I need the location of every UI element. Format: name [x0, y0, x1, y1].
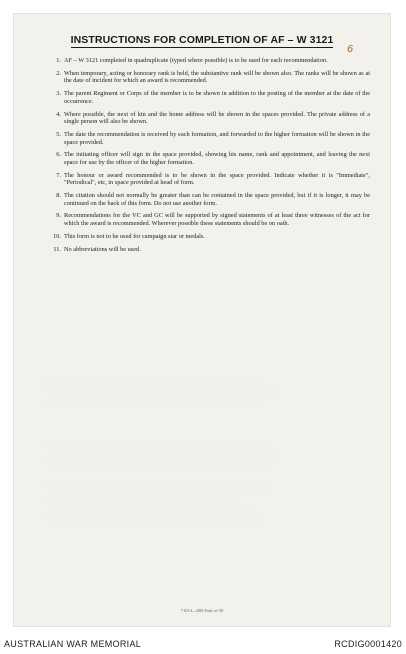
- page-title: INSTRUCTIONS FOR COMPLETION OF AF – W 3121: [70, 34, 334, 46]
- item-number: 8.: [56, 192, 61, 200]
- show-through-text: ......... .......... ....... ........ ......... .......... ....... ........ ......... ........ ....... ........ ......... ............ ........ ........ ....... ........ .......... ....... ........ ......... ....... ......... .... ........ ......... ........ ..... ......... ........ ......... ........... ...... ......... ........ .......... ....... ........ ........ ........... ......... ......... ........ ...... ........ ......... ........ .......... ........ .......... ........ .......... ....... ......... ....... ......... ........ ........ ......... ............ ........ ......... ....... .......... ....... ........ .......... ........ .......... ...... ........ ......... ...... ........ ........ ............ ........ ......: [44, 444, 276, 527]
- item-number: 7.: [56, 171, 61, 179]
- instruction-item: [50, 57, 370, 65]
- instruction-item: [50, 131, 370, 146]
- instruction-list: [50, 57, 370, 258]
- item-text: AF – W 3121 completed in quadruplicate (typed where possible) is to be used for each recommendation.: [64, 57, 328, 64]
- item-number: 3.: [56, 90, 61, 98]
- archive-id: RCDIG0001420: [334, 639, 402, 649]
- item-number: 10.: [53, 232, 61, 240]
- document-page: [14, 14, 390, 626]
- item-text: The honour or award recommended is to be shown in the space provided. Indicate whether it is "Immediate", "Periodical", etc, in space provided at head of form.: [64, 171, 370, 187]
- show-through-text: ......... ....... .......... ......... ............ .......... ........ ....... ........ ...... ......... ............ ...... ......... ........ .. ........ ........ .......... ..... ......... ....... ........... ....... ..... ....... ......... ........ ......... ........ ............. ........ ....... ....... ......... ...... .......... ........ ....... ......... .........: [44, 374, 279, 408]
- item-number: 9.: [56, 212, 61, 220]
- item-text: When temporary, acting or honorary rank is held, the substantive rank will be shown also. The ranks will be shown as at the date of incident for which an award is recommended.: [64, 69, 370, 85]
- print-code: 71014—800 Pads of 50: [180, 608, 224, 613]
- item-text: No abbreviations will be used.: [64, 245, 141, 253]
- instruction-item: [50, 151, 370, 166]
- item-text: Where possible, the next of kin and the home address will be shown in the spaces provided. The private address of a single person will also be shown.: [64, 110, 370, 126]
- item-number: 2.: [56, 69, 61, 77]
- item-number: 1.: [56, 57, 61, 64]
- instruction-item: [50, 212, 370, 227]
- instruction-item: [50, 246, 370, 254]
- instruction-item: [50, 172, 370, 187]
- instruction-item: [50, 192, 370, 207]
- instruction-item: [50, 111, 370, 126]
- item-text: Recommendations for the VC and GC will be supported by signed statements of at least three witnesses of the act for which the award is recommended. Wherever possible these statements should be on oath.: [64, 212, 370, 227]
- item-text: This form is not to be used for campaign star or medals.: [64, 232, 205, 240]
- item-text: The date the recommendation is received by each formation, and forwarded to the higher formation will be shown in the space provided.: [64, 130, 370, 146]
- item-text: The citation should not normally be greater than can be contained in the space provided, but if it is longer, it may be continued on the back of this form. Do not use another form.: [64, 192, 370, 207]
- instruction-item: [50, 233, 370, 241]
- archive-credit: AUSTRALIAN WAR MEMORIAL: [4, 639, 142, 649]
- instruction-item: [50, 70, 370, 85]
- item-number: 6.: [56, 151, 61, 159]
- instruction-item: [50, 90, 370, 105]
- item-number: 11.: [53, 245, 61, 253]
- item-number: 4.: [56, 110, 61, 118]
- item-text: The parent Regiment or Corps of the member is to be shown in addition to the posting of the member at the date of the occurrence.: [64, 90, 370, 105]
- item-number: 5.: [56, 130, 61, 138]
- item-text: The initiating officer will sign in the space provided, showing his name, rank and appointment, and leaving the next space for use by the officer of the higher formation.: [64, 151, 370, 166]
- handwritten-margin-mark: 6: [347, 44, 354, 55]
